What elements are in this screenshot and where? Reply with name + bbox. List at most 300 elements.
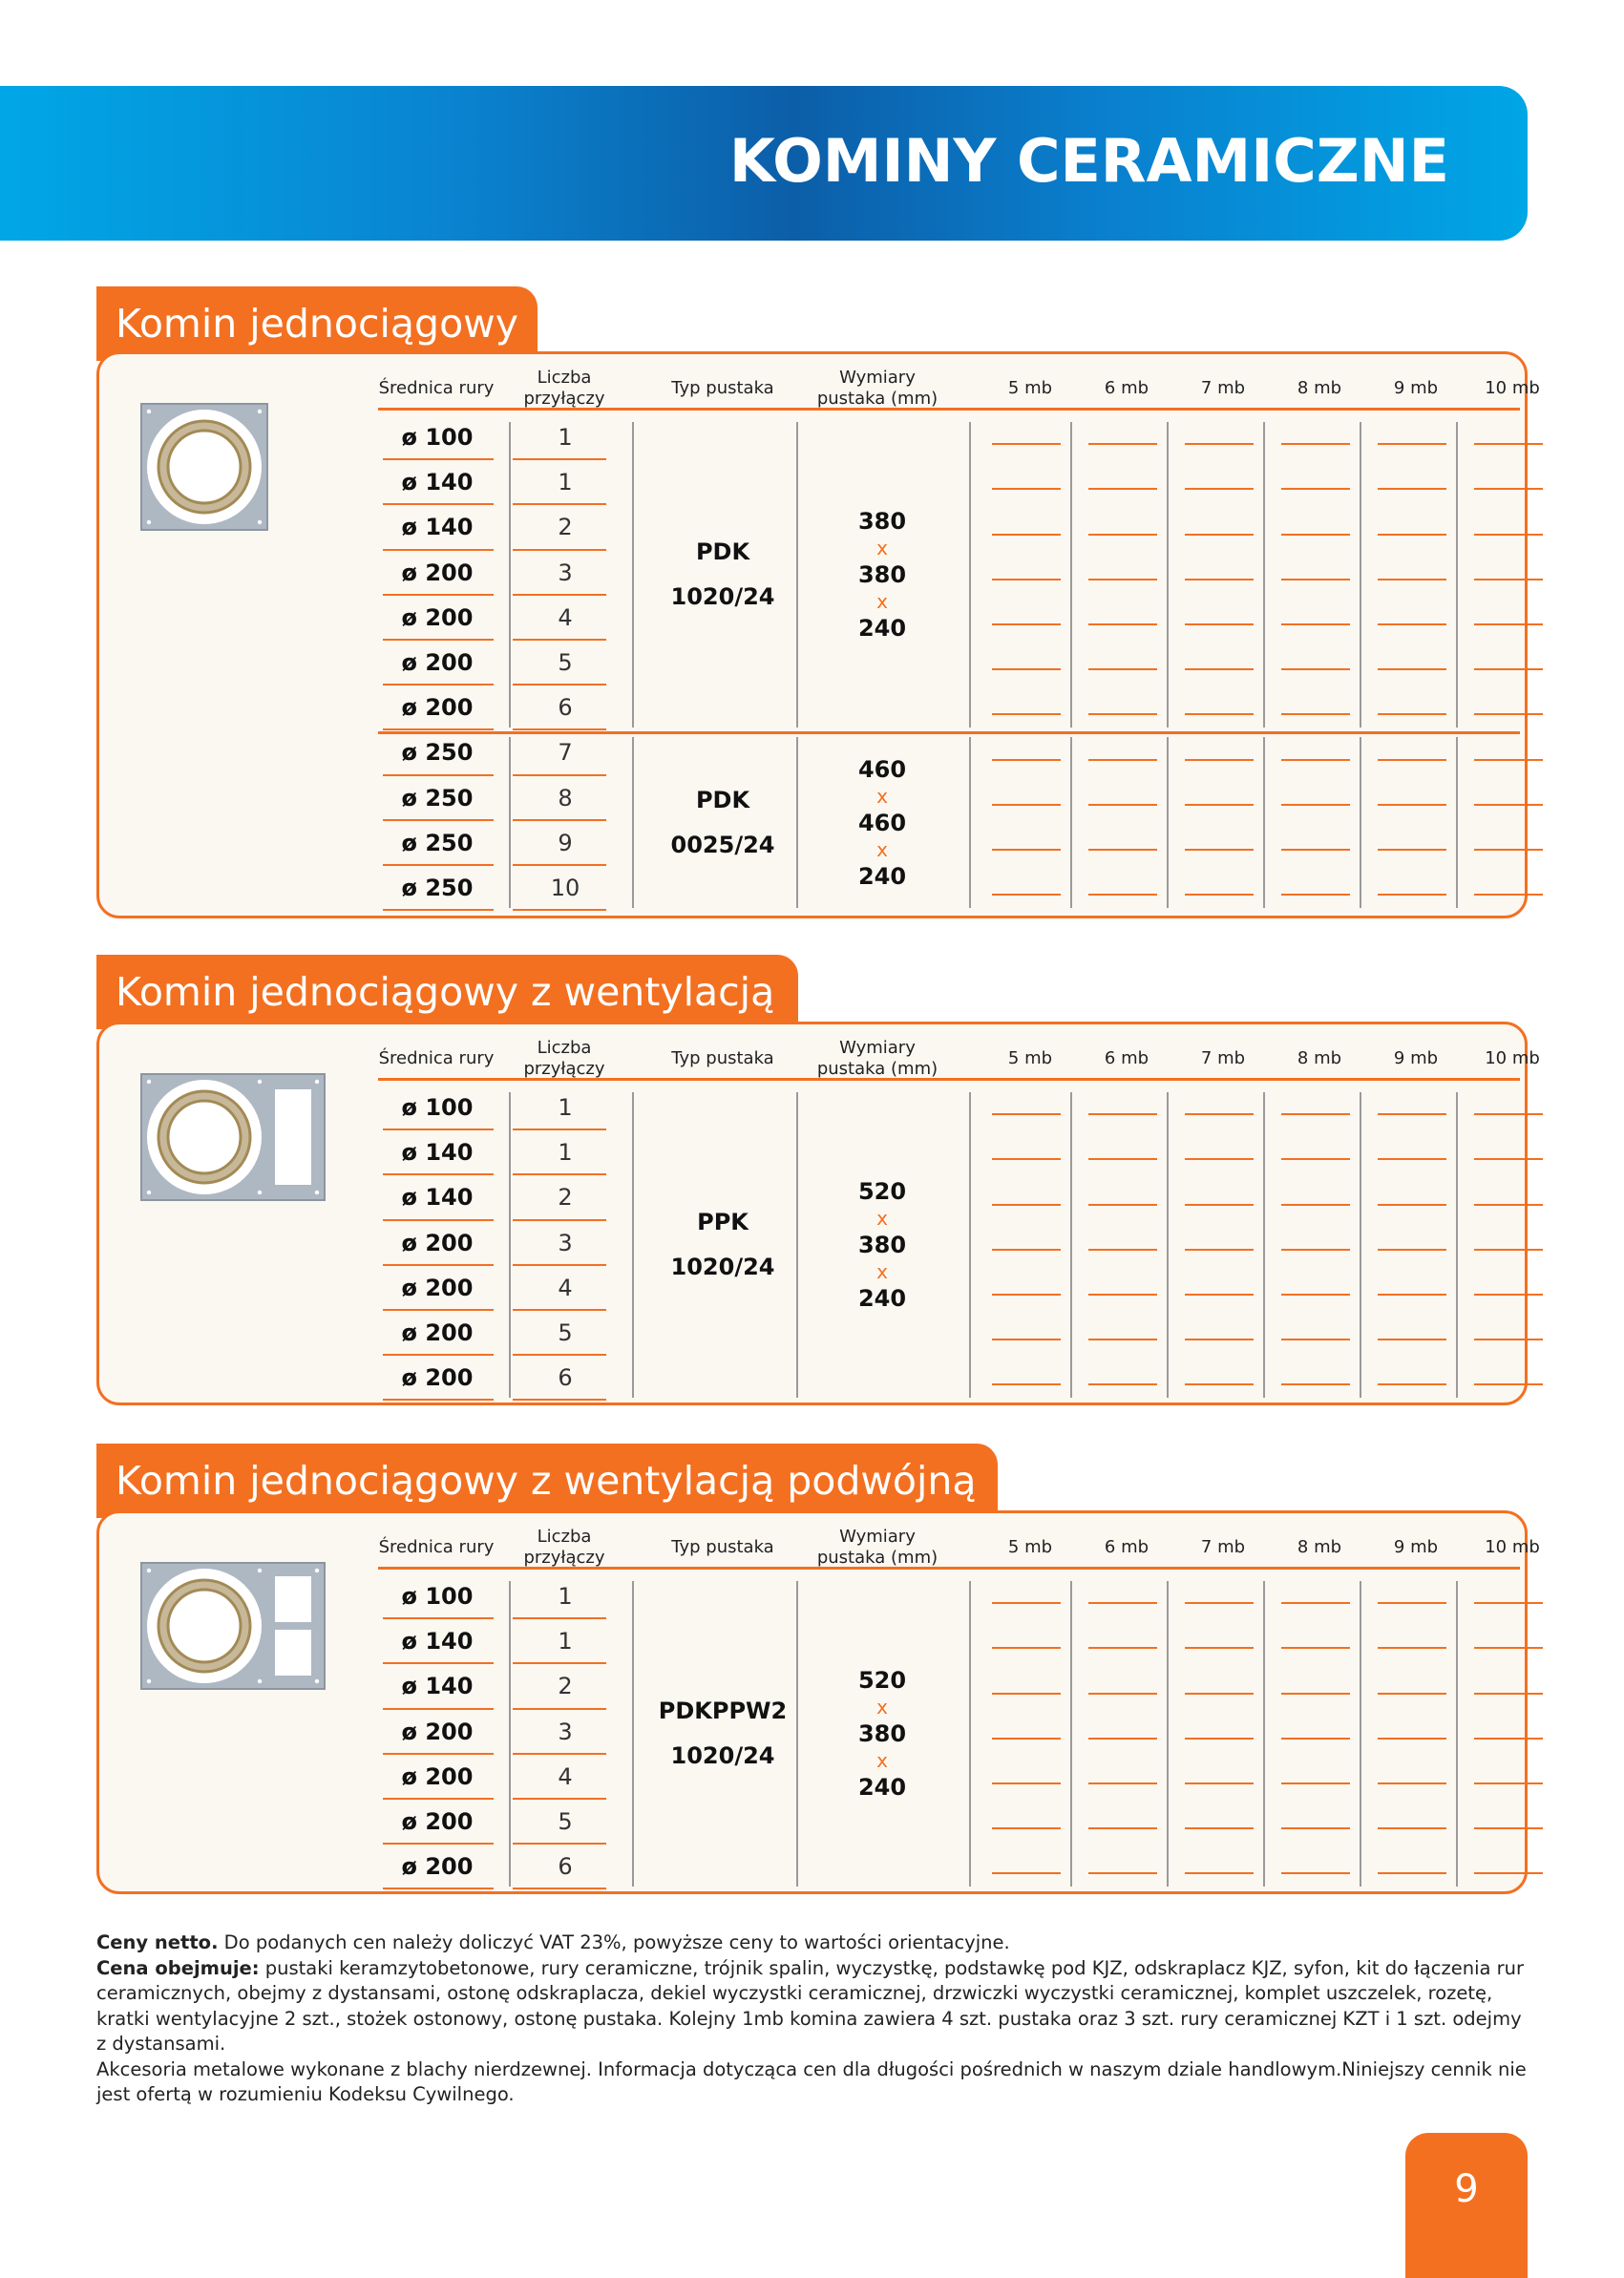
section-title-tab: Komin jednociągowy [96,286,538,361]
dimension-value: 240 [857,1774,907,1802]
diameter-cell: ø 140 [401,469,474,496]
row-underline [383,1753,494,1755]
price-blank [1281,534,1350,536]
block-type [646,778,799,868]
price-blank [1281,1782,1350,1784]
price-blank [992,1738,1061,1740]
price-blank [1185,1602,1254,1604]
price-blank [992,1827,1061,1829]
dimension-value: 380 [857,1720,907,1748]
diameter-cell: ø 140 [401,1184,474,1212]
column-divider [1070,422,1072,728]
price-blank [1185,623,1254,625]
column-header-length: 9 mb [1393,1048,1439,1068]
price-blank [1474,849,1543,851]
connection-count-cell: 3 [558,1229,573,1256]
table-row [99,1666,1525,1711]
price-blank [1378,1647,1446,1649]
row-underline [383,1798,494,1800]
note-price-includes [96,1956,1529,2057]
block-type-line: PDKPPW2 [658,1698,788,1725]
table-row [99,1358,1525,1403]
row-underline [513,864,606,866]
column-divider [969,1581,971,1887]
column-divider [1070,1581,1072,1887]
price-blank [1281,668,1350,670]
column-divider [1167,1092,1169,1398]
header-underline [378,1567,1520,1570]
price-blank [1378,1738,1446,1740]
column-header-dimensions [806,368,949,410]
dimension-separator: x [876,1749,888,1773]
price-blank [992,1294,1061,1296]
price-blank [1378,623,1446,625]
section-panel [96,1022,1540,1405]
column-divider [1263,422,1265,728]
diameter-cell: ø 200 [401,1853,474,1881]
price-blank [1281,1383,1350,1385]
note-net-prices [96,1930,1529,1956]
price-blank [992,1249,1061,1251]
table-row [99,1712,1525,1757]
connection-count-cell: 2 [558,1673,573,1700]
column-header-count [512,1038,617,1080]
row-underline [513,774,606,776]
column-divider [1360,737,1361,908]
diameter-cell: ø 200 [401,1274,474,1301]
dimension-value: 380 [857,1232,907,1259]
table-row [99,507,1525,552]
price-blank [1378,1204,1446,1206]
price-blank [1088,1249,1157,1251]
dimension-separator: x [876,590,888,614]
price-notes [96,1930,1529,2108]
price-blank [992,579,1061,580]
column-divider [1167,737,1169,908]
price-blank [1281,1827,1350,1829]
price-blank [1378,1158,1446,1160]
column-header-type: Typ pustaka [671,378,774,398]
row-underline [383,1617,494,1619]
row-underline [513,1617,606,1619]
price-blank [1185,1782,1254,1784]
price-blank [1474,1738,1543,1740]
price-blank [1185,1872,1254,1874]
connection-count-cell: 6 [558,1364,573,1392]
column-header-diameter: Średnica rury [378,1537,495,1557]
column-header-dimensions-line1: Wymiary [839,1527,916,1547]
column-divider [509,1092,511,1398]
column-header-length: 6 mb [1104,378,1149,398]
table-row [99,778,1525,823]
table-row [99,643,1525,687]
row-underline [383,1662,494,1664]
price-blank [1474,1827,1543,1829]
header-underline [378,1078,1520,1081]
row-underline [383,594,494,596]
row-underline [383,1219,494,1221]
connection-count-cell: 9 [558,829,573,856]
connection-count-cell: 4 [558,603,573,631]
diameter-cell: ø 200 [401,1718,474,1745]
price-blank [1281,1249,1350,1251]
price-blank [1378,443,1446,445]
price-blank [1185,713,1254,715]
column-header-dimensions-unit: (mm) [891,1548,939,1568]
section-panel [96,1510,1540,1894]
price-blank [1088,804,1157,806]
column-header-length: 7 mb [1200,1048,1246,1068]
price-blank [992,759,1061,761]
dimension-value: 240 [857,615,907,643]
price-blank [1088,1383,1157,1385]
price-blank [1474,894,1543,896]
diameter-cell: ø 200 [401,1762,474,1790]
price-blank [1088,1294,1157,1296]
column-header-dimensions-unit: (mm) [891,1059,939,1079]
dimension-value: 240 [857,862,907,890]
diameter-cell: ø 200 [401,603,474,631]
column-divider [632,422,634,728]
column-divider [1456,1581,1458,1887]
column-divider [632,1092,634,1398]
connection-count-cell: 6 [558,694,573,722]
row-underline [513,1662,606,1664]
column-header-length: 5 mb [1007,1537,1053,1557]
price-blank [1185,894,1254,896]
block-type-line: PDK [695,786,750,813]
diameter-cell: ø 140 [401,1673,474,1700]
page-number-tab [1405,2133,1528,2278]
column-header-count-line1: Liczba [537,1038,592,1058]
price-blank [1185,668,1254,670]
price-blank [1281,1647,1350,1649]
price-blank [1281,488,1350,490]
column-divider [969,422,971,728]
connection-count-cell: 4 [558,1762,573,1790]
price-blank [1474,1113,1543,1115]
diameter-cell: ø 250 [401,829,474,856]
column-header-length: 9 mb [1393,378,1439,398]
diameter-cell: ø 200 [401,1229,474,1256]
connection-count-cell: 1 [558,1628,573,1656]
page-title: KOMINY CERAMICZNE [728,126,1449,196]
price-blank [992,443,1061,445]
price-blank [1185,488,1254,490]
connection-count-cell: 1 [558,1583,573,1610]
price-blank [1378,1249,1446,1251]
price-blank [1185,1647,1254,1649]
price-blank [1088,1647,1157,1649]
price-blank [1185,1158,1254,1160]
price-blank [1088,1204,1157,1206]
price-blank [992,1693,1061,1695]
column-divider [969,1092,971,1398]
price-blank [1474,1782,1543,1784]
price-blank [1474,668,1543,670]
price-blank [1088,1738,1157,1740]
price-blank [1088,443,1157,445]
column-divider [509,737,511,908]
price-blank [1185,1249,1254,1251]
column-header-length: 8 mb [1297,1537,1342,1557]
price-blank [1185,1204,1254,1206]
price-blank [1185,1738,1254,1740]
price-blank [1378,1383,1446,1385]
price-blank [1378,804,1446,806]
price-blank [992,668,1061,670]
price-blank [1088,1113,1157,1115]
column-header-length: 8 mb [1297,378,1342,398]
price-blank [1474,534,1543,536]
price-blank [1088,1827,1157,1829]
table-row [99,462,1525,507]
diameter-cell: ø 100 [401,1094,474,1121]
price-blank [1474,713,1543,715]
price-blank [1281,443,1350,445]
table-row [99,598,1525,643]
column-header-length: 10 mb [1485,378,1540,398]
price-blank [1378,1693,1446,1695]
block-type-line: 0025/24 [670,831,775,858]
price-blank [1474,1158,1543,1160]
diameter-cell: ø 200 [401,1319,474,1346]
price-blank [1474,804,1543,806]
column-divider [1360,1581,1361,1887]
price-blank [992,534,1061,536]
column-header-dimensions-line1: Wymiary [839,1038,916,1058]
row-underline [383,1843,494,1845]
header-underline [378,408,1520,411]
dimension-value: 520 [857,1667,907,1695]
diameter-cell: ø 100 [401,424,474,451]
connection-count-cell: 5 [558,1808,573,1835]
column-header-length: 6 mb [1104,1537,1149,1557]
row-underline [513,549,606,551]
diameter-cell: ø 200 [401,1808,474,1835]
column-divider [1456,1092,1458,1398]
price-blank [1281,1158,1350,1160]
price-blank [1474,488,1543,490]
price-blank [1088,849,1157,851]
price-blank [1281,1113,1350,1115]
column-header-count-line1: Liczba [537,1527,592,1547]
connection-count-cell: 1 [558,424,573,451]
price-blank [1185,1339,1254,1340]
price-blank [1281,894,1350,896]
table-row [99,417,1525,462]
column-header-dimensions-line2 [806,1059,949,1080]
column-divider [509,422,511,728]
column-header-diameter: Średnica rury [378,378,495,398]
price-blank [1474,1339,1543,1340]
price-blank [1474,1602,1543,1604]
column-divider [1167,422,1169,728]
price-blank [1185,849,1254,851]
price-blank [992,488,1061,490]
diameter-cell: ø 200 [401,694,474,722]
row-underline [383,1264,494,1266]
table-row [99,1576,1525,1621]
price-blank [1185,759,1254,761]
row-underline [383,549,494,551]
block-type [646,1689,799,1779]
column-header-count-line2: przyłączy [523,1059,605,1079]
column-header-length: 5 mb [1007,1048,1053,1068]
price-blank [1185,579,1254,580]
table-row [99,1268,1525,1313]
price-blank [1281,849,1350,851]
price-blank [1185,534,1254,536]
diameter-cell: ø 200 [401,1364,474,1392]
price-blank [992,1872,1061,1874]
column-divider [1456,422,1458,728]
price-blank [1281,1339,1350,1340]
dimension-separator: x [876,784,888,808]
page-number: 9 [1454,2167,1479,2211]
price-blank [1378,713,1446,715]
column-divider [1263,737,1265,908]
price-blank [1088,759,1157,761]
price-blank [1474,1249,1543,1251]
table-row [99,1087,1525,1132]
column-header-dimensions-line2 [806,1548,949,1569]
price-blank [1281,579,1350,580]
column-header-type: Typ pustaka [671,1048,774,1068]
row-underline [383,1708,494,1710]
note-net-prices-label: Ceny netto. [96,1931,219,1953]
table-row [99,1223,1525,1268]
column-header-dimensions [806,1038,949,1080]
connection-count-cell: 5 [558,1319,573,1346]
table-row [99,1757,1525,1802]
price-blank [1378,1294,1446,1296]
price-blank [1281,1602,1350,1604]
row-underline [513,639,606,641]
column-header-type: Typ pustaka [671,1537,774,1557]
dimension-value: 520 [857,1178,907,1206]
price-blank [1378,849,1446,851]
table-row [99,1621,1525,1666]
diameter-cell: ø 140 [401,514,474,541]
block-dimensions [815,1667,949,1801]
dimension-separator: x [876,1696,888,1719]
price-blank [1474,579,1543,580]
price-blank [1281,1872,1350,1874]
price-blank [1281,623,1350,625]
price-blank [1088,1872,1157,1874]
price-blank [1088,534,1157,536]
diameter-cell: ø 250 [401,739,474,767]
block-type-line: PDK [695,538,750,566]
row-underline [513,1264,606,1266]
column-divider [1263,1092,1265,1398]
price-blank [1088,894,1157,896]
row-underline [513,684,606,686]
row-underline [513,1798,606,1800]
diameter-cell: ø 140 [401,1628,474,1656]
row-underline [513,909,606,911]
price-blank [1378,1113,1446,1115]
column-header-count-line1: Liczba [537,368,592,388]
price-blank [992,713,1061,715]
note-price-includes-label: Cena obejmuje: [96,1956,260,1979]
column-divider [969,737,971,908]
row-underline [383,728,494,730]
price-blank [992,894,1061,896]
row-underline [513,1309,606,1311]
column-header-dimensions-label: pustaka [816,1059,886,1079]
column-header-diameter: Średnica rury [378,1048,495,1068]
block-type [646,1200,799,1290]
price-blank [1474,1647,1543,1649]
note-price-includes-text: pustaki keramzytobetonowe, rury ceramiczne, trójnik spalin, wyczystkę, podstawkę pod KJZ, odskraplacz KJZ, syfon, kit do łączenia rur ceramicznych, obejmy z dystansami, ostonę odskraplacza, dekiel wyczystki ceramicznej, drzwiczki wyczystki ceramicznej, komplet uszczelek, rozetę, kratki wentylacyjne 2 szt., stożek ostonowy, ostonę pustaka. Kolejny 1mb komina zawiera 4 szt. pustaka oraz 3 szt. rury ceramicznej KZT i 1 szt. odejmy z dystansami. [96,1956,1525,2055]
connection-count-cell: 8 [558,784,573,812]
price-blank [1474,1693,1543,1695]
column-header-count-line2: przyłączy [523,1548,605,1568]
price-blank [1378,1827,1446,1829]
row-underline [513,503,606,505]
column-divider [1070,1092,1072,1398]
column-header-length: 10 mb [1485,1537,1540,1557]
row-underline [383,639,494,641]
row-underline [383,909,494,911]
row-underline [383,1309,494,1311]
diameter-cell: ø 200 [401,559,474,586]
column-header-length: 9 mb [1393,1537,1439,1557]
table-row [99,553,1525,598]
row-underline [513,1128,606,1130]
dimension-separator: x [876,1260,888,1284]
column-header-count-line2: przyłączy [523,389,605,409]
connection-count-cell: 3 [558,1718,573,1745]
column-divider [1263,1581,1265,1887]
connection-count-cell: 2 [558,1184,573,1212]
column-header-dimensions-line1: Wymiary [839,368,916,388]
price-blank [1281,1294,1350,1296]
row-underline [383,1173,494,1175]
connection-count-cell: 1 [558,469,573,496]
block-type-line: 1020/24 [670,1254,775,1281]
column-header-count [512,368,617,410]
dimension-separator: x [876,1207,888,1231]
row-underline [383,503,494,505]
price-blank [1088,488,1157,490]
price-blank [1185,804,1254,806]
section-title-tab: Komin jednociągowy z wentylacją podwójną [96,1444,998,1518]
dimension-separator: x [876,537,888,560]
block-dimensions [815,1178,949,1312]
row-underline [513,1219,606,1221]
price-blank [1185,1827,1254,1829]
column-header-length: 7 mb [1200,1537,1246,1557]
column-header-count [512,1527,617,1569]
price-blank [1088,668,1157,670]
connection-count-cell: 10 [550,875,580,901]
price-blank [1378,668,1446,670]
price-blank [1474,759,1543,761]
dimension-value: 380 [857,508,907,536]
block-type-line: PPK [697,1209,749,1236]
connection-count-cell: 6 [558,1853,573,1881]
section-title-tab: Komin jednociągowy z wentylacją [96,955,798,1029]
price-blank [1185,1383,1254,1385]
row-underline [383,864,494,866]
price-blank [992,1602,1061,1604]
block-dimensions [815,756,949,890]
row-underline [513,1173,606,1175]
connection-count-cell: 7 [558,739,573,767]
